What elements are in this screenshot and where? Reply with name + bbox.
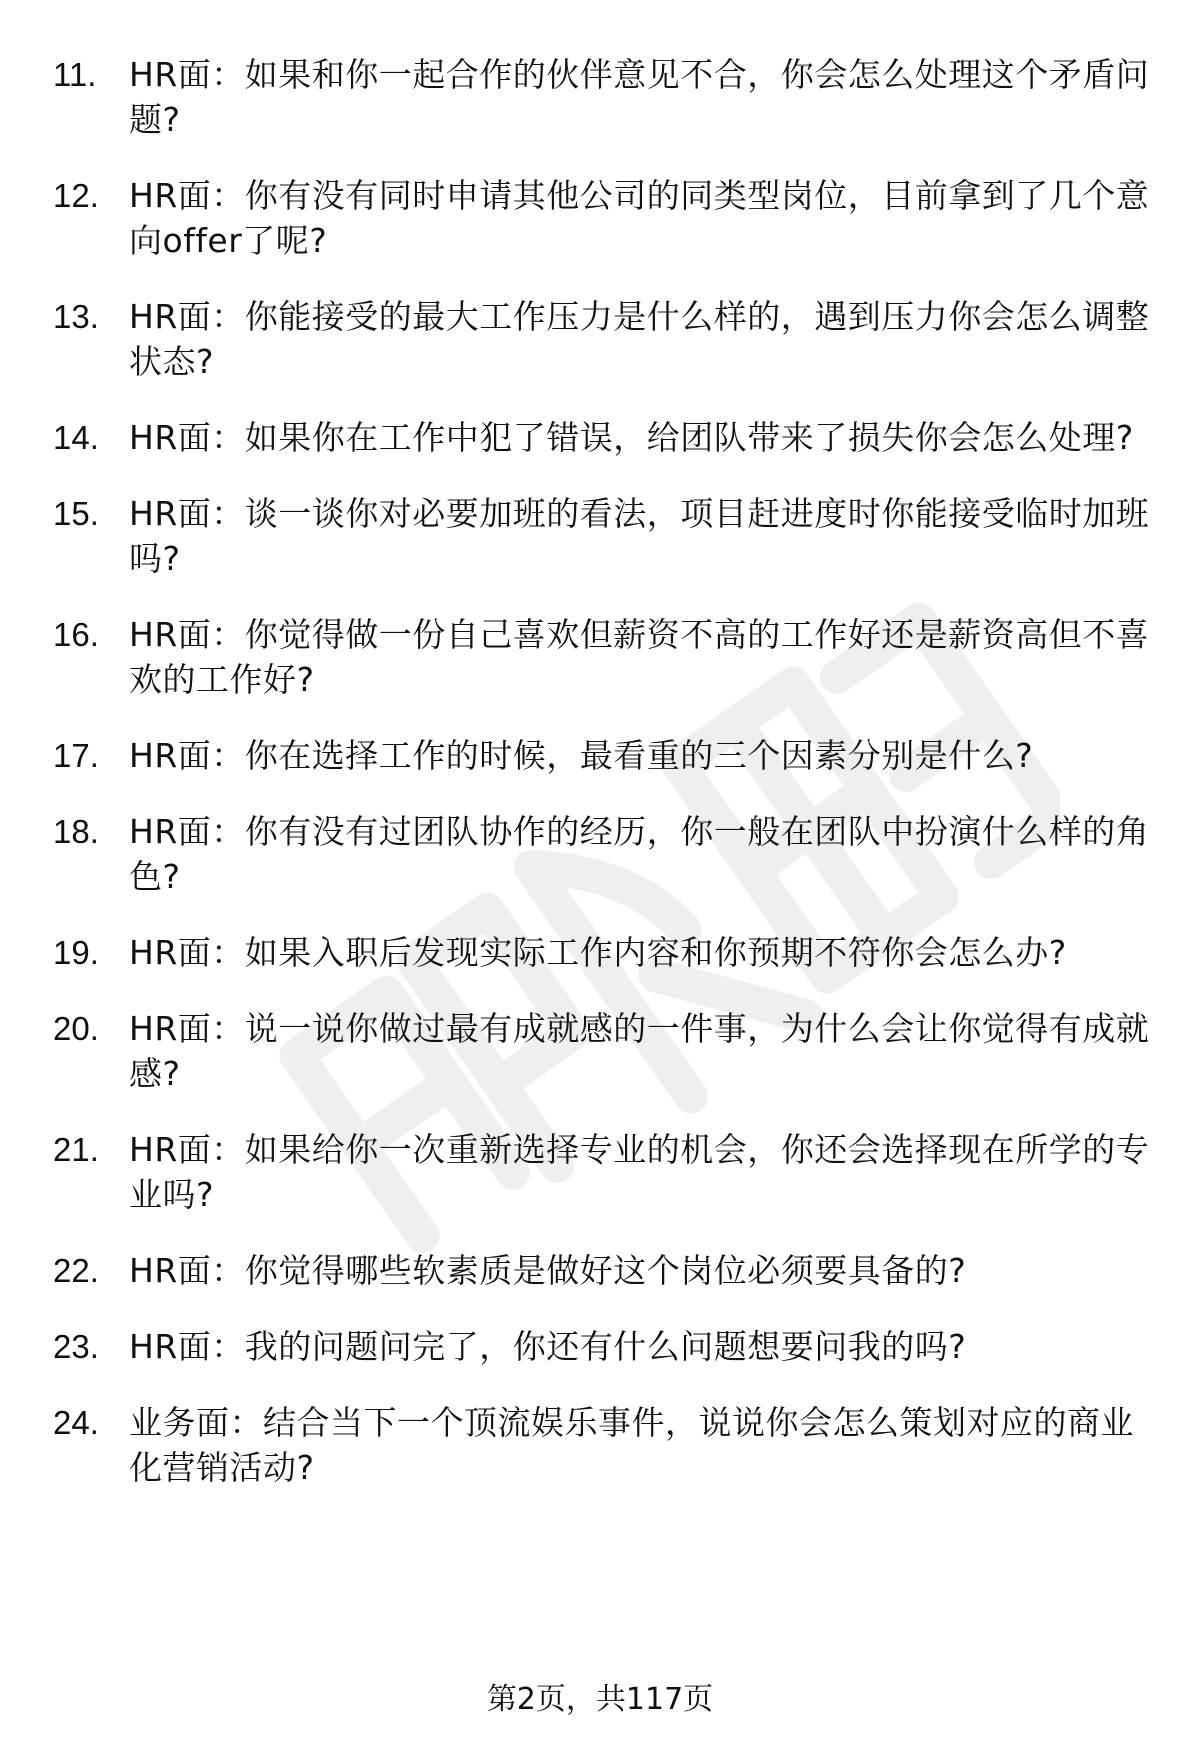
list-item <box>0 1127 1200 1217</box>
list-item <box>0 1006 1200 1096</box>
question-text: HR面：谈一谈你对必要加班的看法，项目赶进度时你能接受临时加班吗? <box>129 494 1150 578</box>
question-number: 16. <box>53 616 99 653</box>
question-number: 12. <box>53 177 99 214</box>
question-number: 23. <box>53 1328 99 1365</box>
list-item <box>0 733 1200 778</box>
list-item <box>0 1324 1200 1369</box>
question-text: HR面：你能接受的最大工作压力是什么样的，遇到压力你会怎么调整状态? <box>129 297 1150 381</box>
question-text: 业务面：结合当下一个顶流娱乐事件，说说你会怎么策划对应的商业化营销活动? <box>129 1403 1134 1487</box>
question-number: 13. <box>53 298 99 335</box>
question-list <box>0 52 1200 1521</box>
list-item <box>0 52 1200 142</box>
question-text: HR面：你有没有同时申请其他公司的同类型岗位，目前拿到了几个意向offer了呢? <box>129 176 1150 260</box>
question-number: 18. <box>53 813 99 850</box>
question-text: HR面：如果你在工作中犯了错误，给团队带来了损失你会怎么处理? <box>129 418 1134 457</box>
question-text: HR面：我的问题问完了，你还有什么问题想要问我的吗? <box>129 1327 967 1366</box>
question-number: 15. <box>53 495 99 532</box>
list-item <box>0 1248 1200 1293</box>
question-number: 17. <box>53 737 99 774</box>
question-text: HR面：如果和你一起合作的伙伴意见不合，你会怎么处理这个矛盾问题? <box>129 55 1150 139</box>
question-number: 21. <box>53 1131 99 1168</box>
question-text: HR面：说一说你做过最有成就感的一件事，为什么会让你觉得有成就感? <box>129 1009 1150 1093</box>
question-number: 11. <box>53 56 97 93</box>
list-item <box>0 415 1200 460</box>
question-number: 22. <box>53 1252 99 1289</box>
list-item <box>0 173 1200 263</box>
question-text: HR面：如果入职后发现实际工作内容和你预期不符你会怎么办? <box>129 933 1067 972</box>
page-footer: 第2页，共117页 <box>486 1682 714 1717</box>
question-text: HR面：你有没有过团队协作的经历，你一般在团队中扮演什么样的角色? <box>129 812 1150 896</box>
question-text: HR面：你觉得哪些软素质是做好这个岗位必须要具备的? <box>129 1251 967 1290</box>
question-number: 19. <box>53 934 99 971</box>
question-number: 20. <box>53 1010 99 1047</box>
question-number: 14. <box>53 419 99 456</box>
question-text: HR面：你觉得做一份自己喜欢但薪资不高的工作好还是薪资高但不喜欢的工作好? <box>129 615 1150 699</box>
question-text: HR面：如果给你一次重新选择专业的机会，你还会选择现在所学的专业吗? <box>129 1130 1150 1214</box>
question-number: 24. <box>53 1404 99 1441</box>
list-item <box>0 930 1200 975</box>
list-item <box>0 491 1200 581</box>
question-text: HR面：你在选择工作的时候，最看重的三个因素分别是什么? <box>129 736 1034 775</box>
list-item <box>0 809 1200 899</box>
list-item <box>0 612 1200 702</box>
list-item <box>0 294 1200 384</box>
list-item <box>0 1400 1200 1490</box>
